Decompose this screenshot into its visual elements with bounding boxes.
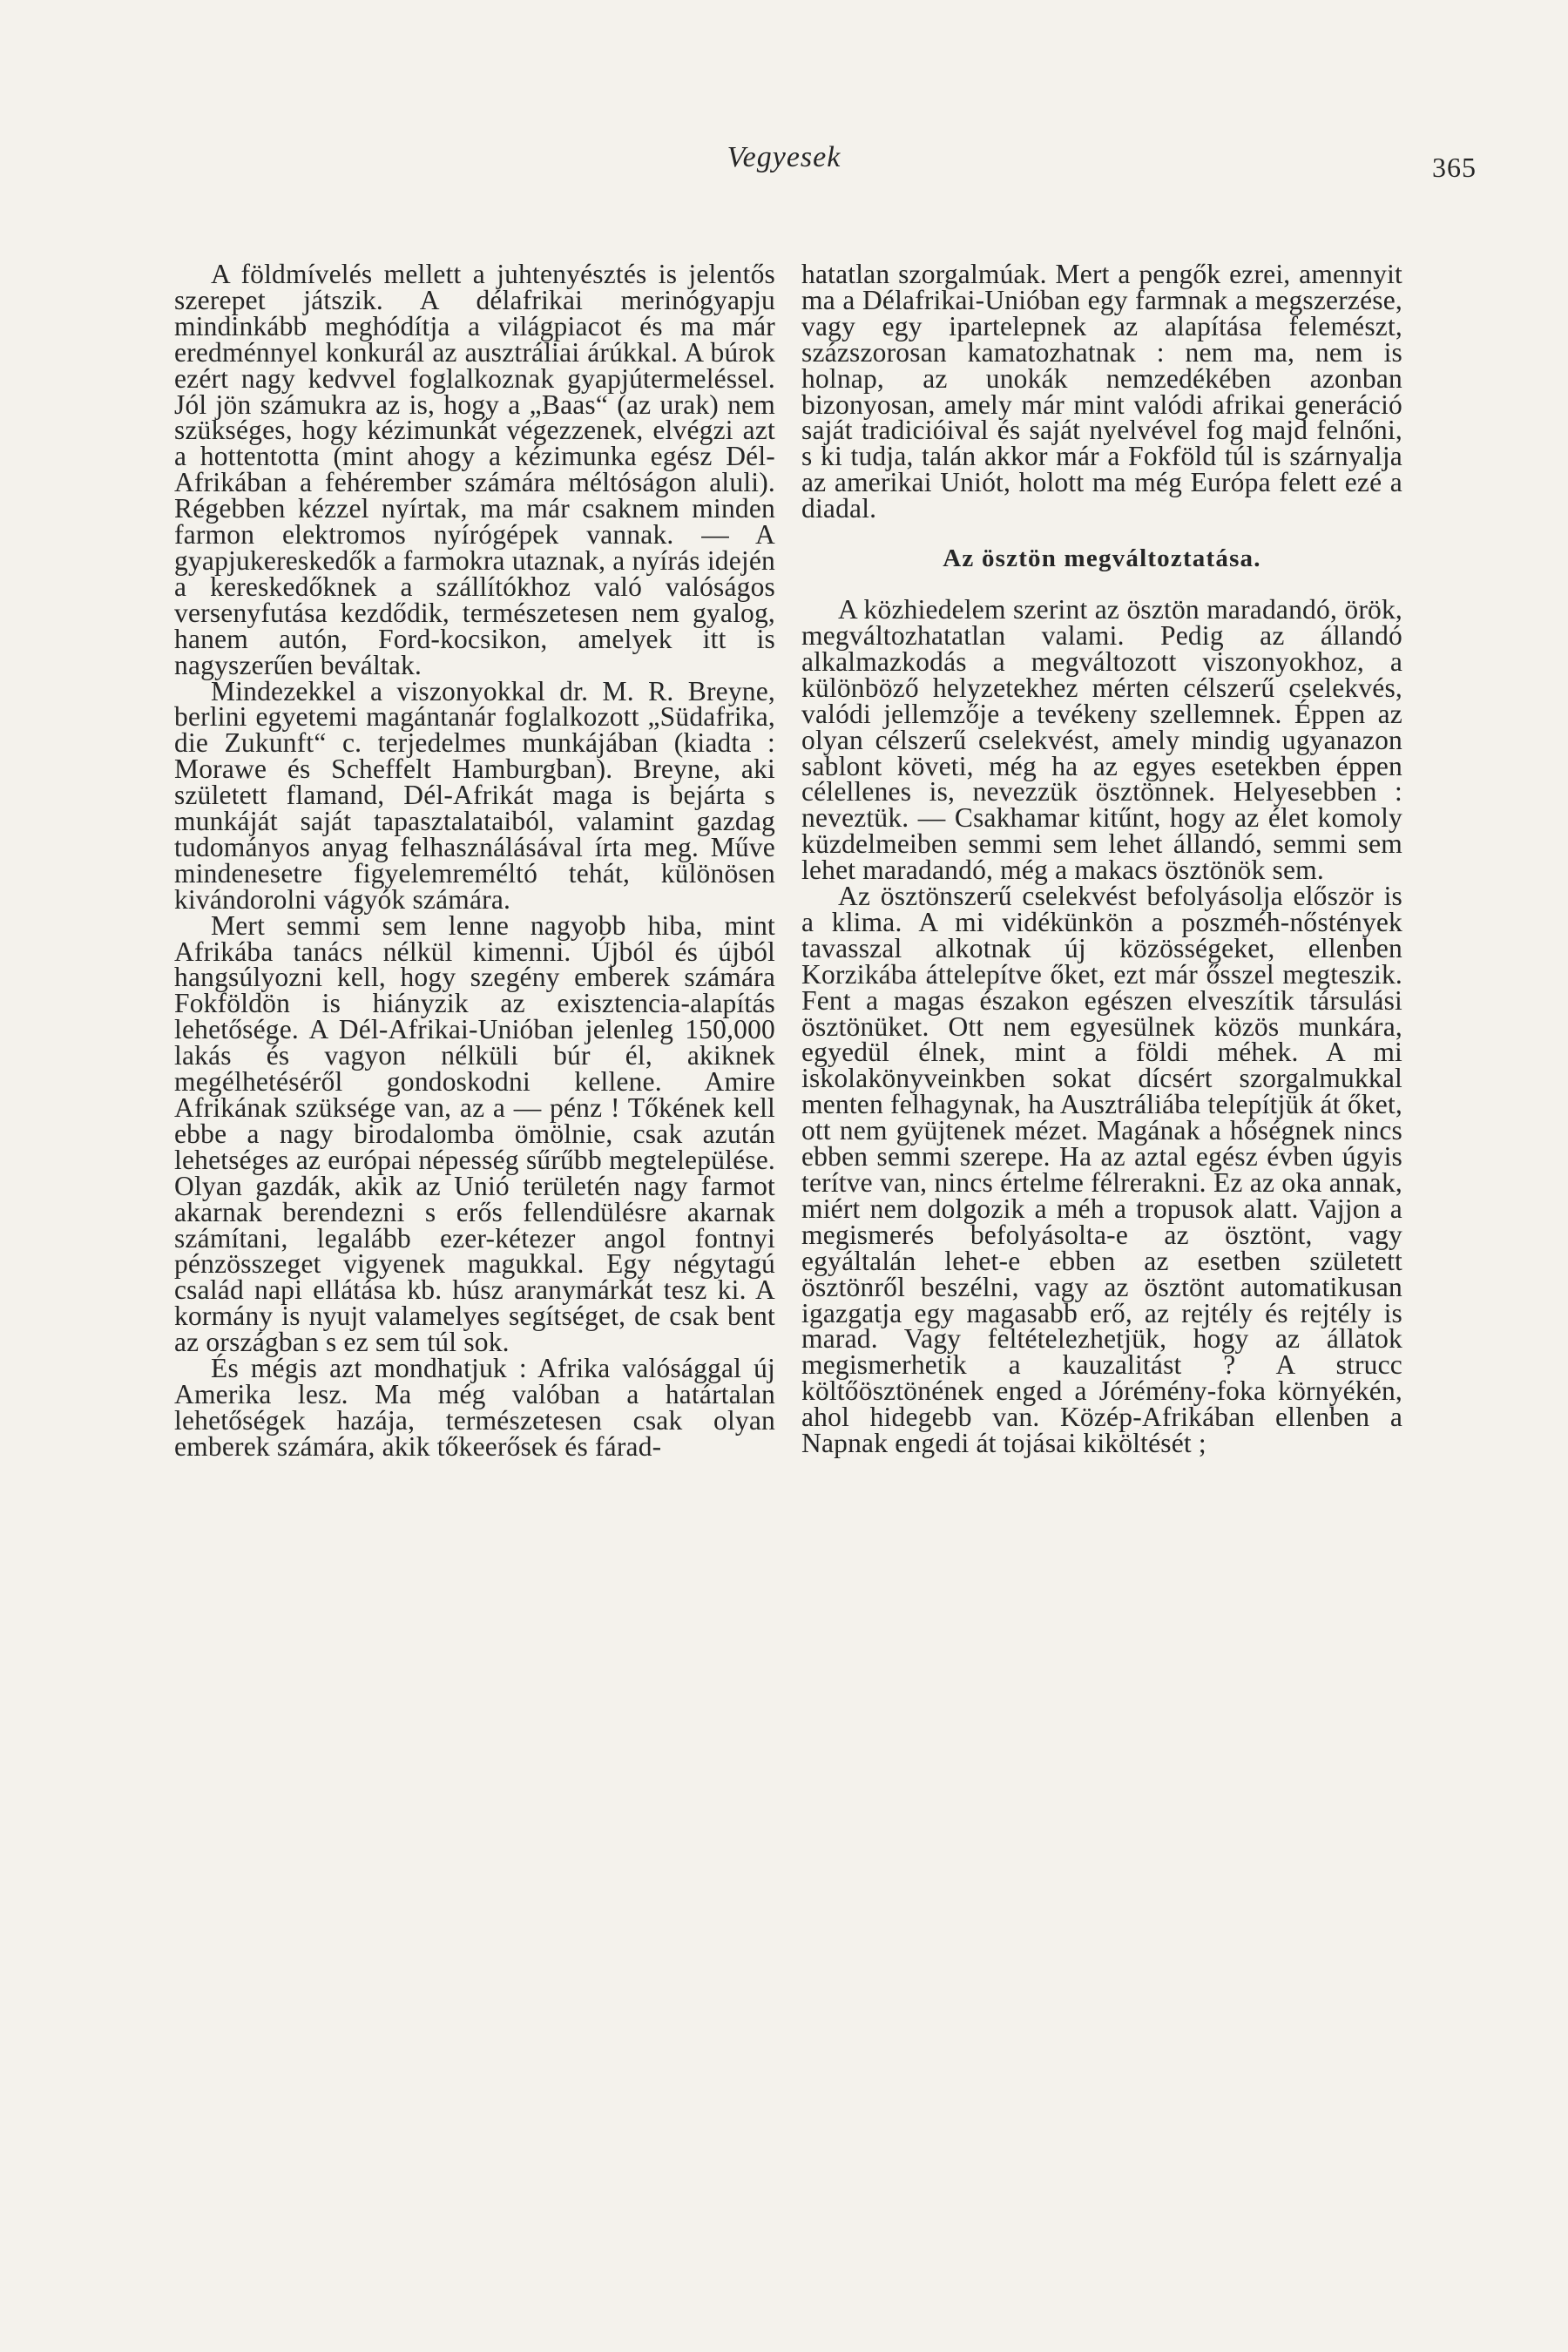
running-title: Vegyesek [727, 141, 841, 173]
paragraph: Az ösztönszerű cselekvést befolyásolja először is a klima. A mi vidékünkön a poszméh-nőstények tavasszal alkotnak új közösségeket, ellenben Korzikába áttelepítve őket, ezt már ősszel megteszik. Fent a magas északon egészen elveszítik társulási ösztönüket. Ott nem egyesülnek közös munkára, egyedül élnek, mint a földi méhek. A mi iskolakönyveinkben sokat dícsért szorgalmukkal menten felhagynak, ha Ausztráliába telepítjük át őket, ott nem gyüjtenek mézet. Magának a hőségnek nincs ebben semmi szerepe. Ha az aztal egész évben úgyis terítve van, nincs értelme félrerakni. Ez az oka annak, miért nem dolgozik a méh a tropusok alatt. Vajjon a megismerés befolyásolta-e az ösztönt, vagy egyáltalán lehet-e ebben az esetben született ösztönről beszélni, vagy az ösztönt automatikusan igazgatja egy magasabb erő, az rejtély és rejtély is marad. Vagy feltételezhetjük, hogy az állatok megismerhetik a kauzalitást ? A strucc költőösztönének enged a Jórémény-foka környékén, ahol hidegebb van. Közép-Afrikában ellenben a Napnak engedi át tojásai kiköltését ; [801, 881, 1402, 1459]
running-header [0, 141, 1568, 185]
left-column [174, 261, 775, 1460]
section-heading: Az ösztön megváltoztatása. [943, 544, 1261, 573]
paragraph: És mégis azt mondhatjuk : Afrika valósággal új Amerika lesz. Ma még valóban a határtalan lehetőségek hazája, természetesen csak olyan emberek számára, akik tőkeerősek és fárad- [174, 1353, 775, 1462]
paragraph-continuation: hatatlan szorgalmúak. Mert a pengők ezrei, amennyit ma a Délafrikai-Unióban egy farmnak a megszerzése, vagy egy ipartelepnek az alapítása felemészt, százszorosan kamatozhatnak : nem ma, nem is holnap, az unokák nemzedékében azonban bizonyosan, amely már mint valódi afrikai generáció saját tradicióival és saját nyelvével fog majd felnőni, s ki tudja, talán akkor már a Fokföld túl is szárnyalja az amerikai Uniót, holott ma még Európa felett ezé a diadal. [801, 259, 1402, 524]
paragraph: Mindezekkel a viszonyokkal dr. M. R. Breyne, berlini egyetemi magántanár foglalkozott „Südafrika, die Zukunft“ c. terjedelmes munkájában (kiadta : Morawe és Scheffelt Hamburgban). Breyne, aki született flamand, Dél-Afrikát maga is bejárta s munkáját saját tapasztalataiból, valamint gazdag tudományos anyag felhasználásával írta meg. Műve mindenesetre figyelemreméltó tehát, különösen kivándorolni vágyók számára. [174, 675, 775, 915]
paragraph: A földmívelés mellett a juhtenyésztés is jelentős szerepet játszik. A délafrikai merinógyapju mindinkább meghódítja a világpiacot és ma már eredménnyel konkurál az ausztráliai árúkkal. A búrok ezért nagy kedvvel foglalkoznak gyapjútermeléssel. Jól jön számukra az is, hogy a „Baas“ (az urak) nem szükséges, hogy kézimunkát végezzenek, elvégzi azt a hottentotta (mint ahogy a kézimunka egész Dél-Afrikában a fehérember számára méltóságon aluli). Régebben kézzel nyírtak, ma már csaknem minden farmon elektromos nyírógépek vannak. — A gyapjukereskedők a farmokra utaznak, a nyírás idején a kereskedőknek a szállítókhoz való valóságos versenyfutása kezdődik, természetesen nem gyalog, hanem autón, Ford-kocsikon, amelyek itt is nagyszerűen beváltak. [174, 259, 775, 680]
paragraph: Mert semmi sem lenne nagyobb hiba, mint Afrikába tanács nélkül kimenni. Újból és újból hangsúlyozni kell, hogy szegény emberek számára Fokföldön is hiányzik az exisztencia-alapítás lehetősége. A Dél-Afrikai-Unióban jelenleg 150,000 lakás és vagyon nélküli búr él, akiknek megélhetéséről gondoskodni kellene. Amire Afrikának szüksége van, az a — pénz ! Tőkének kell ebbe a nagy birodalomba ömölnie, csak azután lehetséges az európai népesség sűrűbb megtelepülése. Olyan gazdák, akik az Unió területén nagy farmot akarnak berendezni s erős fellendülésre akarnak számítani, legalább ezer-kétezer angol fontnyi pénzösszeget vigyenek magukkal. Egy négytagú család napi ellátása kb. húsz aranymárkát tesz ki. A kormány is nyujt valamelyes segítséget, de csak bent az országban s ez sem túl sok. [174, 909, 775, 1358]
paragraph: A közhiedelem szerint az ösztön maradandó, örök, megváltozhatatlan valami. Pedig az állandó alkalmazkodás a megváltozott viszonyokhoz, a különböző helyzetekhez mérten célszerű cselekvés, valódi jellemzője a tevékeny szellemnek. Éppen az olyan célszerű cselekvést, amely mindig ugyanazon sablont követi, még ha az egyes esetekben éppen célellenes is, nevezzük ösztönnek. Helyesebben : neveztük. — Csakhamar kitűnt, hogy az élet komoly küzdelmeiben semmi sem lehet állandó, semmi sem lehet maradandó, még a makacs ösztönök sem. [801, 594, 1402, 886]
right-column [801, 259, 1402, 1459]
page-number: 365 [1432, 152, 1477, 183]
